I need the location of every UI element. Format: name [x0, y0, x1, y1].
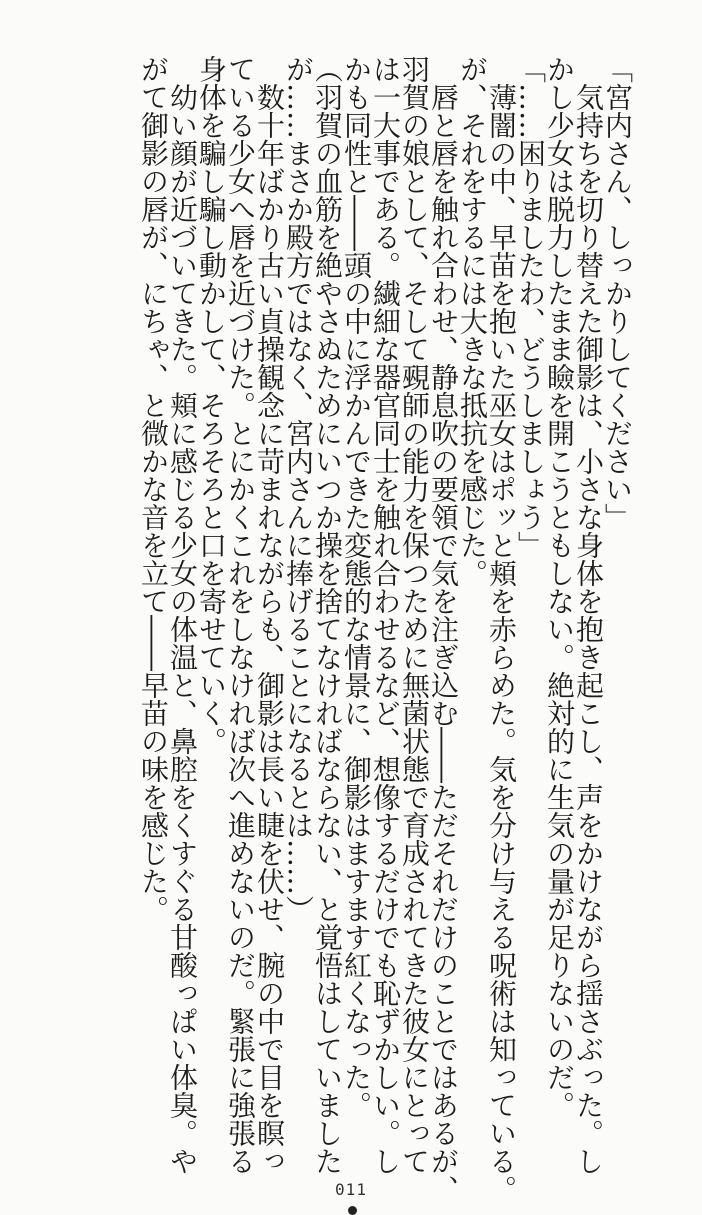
text-line-2: 気持ちを切り替えた御影は、小さな身体を抱き起こし、声をかけながら揺さぶった。し	[572, 55, 605, 1175]
text-line-1: 「宮内さん、しっかりしてください」	[601, 55, 634, 531]
page-number: 011	[335, 1180, 367, 1199]
binding-dot	[348, 1206, 357, 1215]
text-line-12: が……まさか殿方ではなく、宮内さんに捧げることになるとは……）	[282, 55, 315, 923]
text-line-13: 数十年ばかり古い貞操観念に苛まれながらも、御影は長い睫を伏せ、腕の中で目を瞑っ	[253, 55, 286, 1175]
text-line-16: 幼い顔が近づいてきた。頬に感じる少女の体温と、鼻腔をくすぐる甘酸っぱい体臭。や	[166, 55, 199, 1175]
text-line-14: ている少女へ唇を近づけた。とにかくこれをしなければ次へ進めないのだ。緊張に強張る	[224, 55, 257, 1175]
text-line-17: がて御影の唇が、にちゃ、と微かな音を立て――早苗の味を感じた。	[137, 55, 170, 923]
text-line-15: 身体を騙し騙し動かして、そろそろと口を寄せていく。	[195, 55, 228, 755]
text-line-9: は一大事である。繊細な器官同士を触れ合わせるなど、想像するだけでも恥ずかしい。し	[369, 55, 402, 1175]
text-line-4: 「……困りましたわ、どうしましょう」	[514, 55, 547, 559]
text-line-7: 唇と唇を触れ合わせ、静息吹の要領で気を注ぎ込む――ただそれだけのことではあるが、	[427, 55, 460, 1203]
text-line-8: 羽賀の娘として、そして覡師の能力を保つために無菌状態で育成されてきた彼女にとって	[398, 55, 431, 1175]
text-line-5: 薄闇の中、早苗を抱いた巫女はポッと頬を赤らめた。気を分け与える呪術は知っている。	[485, 55, 518, 1203]
text-line-10: かも同性と――頭の中に浮かんできた変態的な情景に、御影はますます紅くなった。	[340, 55, 373, 1119]
text-line-11: （羽賀の血筋を絶やさぬためにいつか操を捨てなければならない、と覚悟はしていました	[311, 55, 344, 1175]
text-line-3: かし少女は脱力したまま瞼を開こうともしない。絶対的に生気の量が足りないのだ。	[543, 55, 576, 1119]
text-line-6: が、それをするには大きな抵抗を感じた。	[456, 55, 489, 587]
